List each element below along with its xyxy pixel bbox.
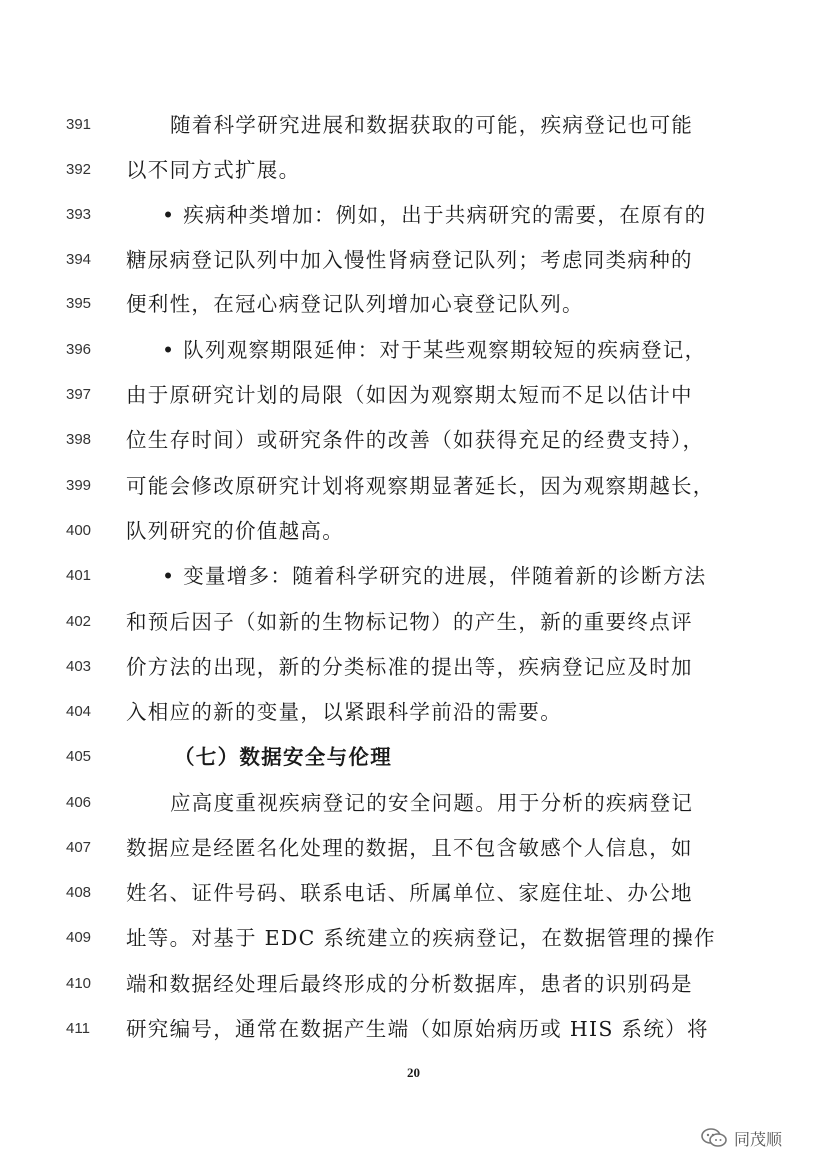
line-number: 392 xyxy=(66,161,92,178)
text-line xyxy=(0,466,827,506)
line-number: 398 xyxy=(66,431,92,448)
line-number: 397 xyxy=(66,386,92,403)
watermark-text: 同茂顺 xyxy=(734,1129,783,1149)
line-number: 399 xyxy=(66,477,92,494)
line-text: 和预后因子（如新的生物标记物）的产生，新的重要终点评 xyxy=(126,610,693,634)
watermark xyxy=(700,1125,782,1151)
line-number: 410 xyxy=(66,975,92,992)
line-text: 便利性，在冠心病登记队列增加心衰登记队列。 xyxy=(126,292,584,316)
line-text: • 队列观察期限延伸：对于某些观察期较短的疾病登记， xyxy=(162,338,707,362)
line-text: 位生存时间）或研究条件的改善（如获得充足的经费支持）， xyxy=(126,428,705,452)
line-text: 由于原研究计划的局限（如因为观察期太短而不足以估计中 xyxy=(126,383,693,407)
line-number: 401 xyxy=(66,567,92,584)
line-text: 数据应是经匿名化处理的数据，且不包含敏感个人信息，如 xyxy=(126,836,693,860)
line-number: 396 xyxy=(66,341,92,358)
line-number: 403 xyxy=(66,658,92,675)
line-text: • 变量增多：随着科学研究的进展，伴随着新的诊断方法 xyxy=(162,564,707,588)
text-line xyxy=(0,511,827,551)
line-text: 应高度重视疾病登记的安全问题。用于分析的疾病登记 xyxy=(170,791,694,815)
line-number: 400 xyxy=(66,522,92,539)
text-line xyxy=(0,873,827,913)
line-number: 406 xyxy=(66,794,92,811)
line-text: 糖尿病登记队列中加入慢性肾病登记队列；考虑同类病种的 xyxy=(126,248,693,272)
text-line xyxy=(0,692,827,732)
wechat-icon xyxy=(700,1127,728,1149)
line-number: 391 xyxy=(66,116,92,133)
line-text: 价方法的出现，新的分类标准的提出等，疾病登记应及时加 xyxy=(126,655,693,679)
text-line xyxy=(0,828,827,868)
line-text: 以不同方式扩展。 xyxy=(126,158,301,182)
text-line xyxy=(0,737,827,777)
text-line xyxy=(0,150,827,190)
section-heading: （七）数据安全与伦理 xyxy=(174,745,392,769)
text-line xyxy=(0,647,827,687)
line-text: 姓名、证件号码、联系电话、所属单位、家庭住址、办公地 xyxy=(126,881,693,905)
line-number: 408 xyxy=(66,884,92,901)
text-line xyxy=(0,1009,827,1049)
text-line xyxy=(0,783,827,823)
text-line xyxy=(0,602,827,642)
line-number: 394 xyxy=(66,251,92,268)
text-line xyxy=(0,420,827,460)
line-text: 址等。对基于 EDC 系统建立的疾病登记，在数据管理的操作 xyxy=(126,926,716,950)
text-line xyxy=(0,556,827,596)
text-line xyxy=(0,330,827,370)
line-number: 411 xyxy=(66,1020,90,1037)
line-text: 队列研究的价值越高。 xyxy=(126,519,344,543)
text-line xyxy=(0,195,827,235)
page-number: 20 xyxy=(407,1065,420,1080)
text-line xyxy=(0,964,827,1004)
line-text: 研究编号，通常在数据产生端（如原始病历或 HIS 系统）将 xyxy=(126,1017,709,1041)
line-number: 405 xyxy=(66,748,92,765)
line-number: 402 xyxy=(66,613,92,630)
text-line xyxy=(0,375,827,415)
line-number: 407 xyxy=(66,839,92,856)
line-text: • 疾病种类增加：例如，出于共病研究的需要，在原有的 xyxy=(162,203,707,227)
text-line xyxy=(0,105,827,145)
text-line xyxy=(0,240,827,280)
line-text: 可能会修改原研究计划将观察期显著延长，因为观察期越长， xyxy=(126,474,715,498)
line-number: 404 xyxy=(66,703,92,720)
line-text: 随着科学研究进展和数据获取的可能，疾病登记也可能 xyxy=(170,113,694,137)
line-text: 端和数据经处理后最终形成的分析数据库，患者的识别码是 xyxy=(126,972,693,996)
text-line xyxy=(0,284,827,324)
line-number: 395 xyxy=(66,295,92,312)
line-number: 409 xyxy=(66,929,92,946)
line-text: 入相应的新的变量，以紧跟科学前沿的需要。 xyxy=(126,700,562,724)
text-line xyxy=(0,918,827,958)
line-number: 393 xyxy=(66,206,92,223)
